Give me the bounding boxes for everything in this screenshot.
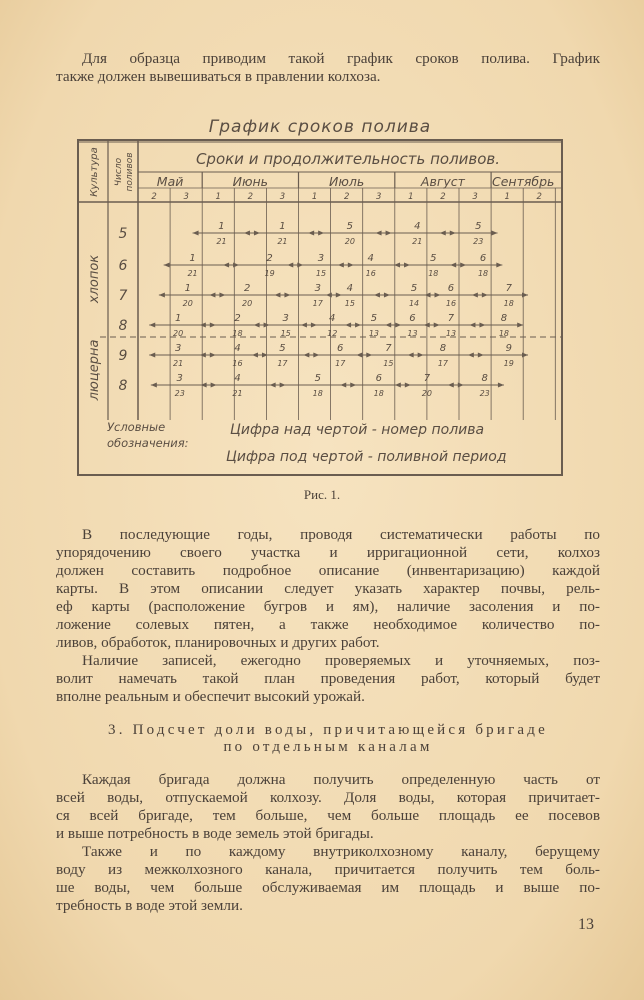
irrigation-period: 18: [428, 269, 439, 278]
irrigation-number: 1: [279, 221, 286, 232]
irrigation-period: 17: [335, 359, 346, 368]
irrigation-number: 4: [329, 313, 336, 324]
figure-caption: Рис. 1.: [303, 487, 341, 502]
irrigation-period: 18: [312, 389, 323, 398]
irrigation-period: 12: [327, 329, 338, 338]
decade-label: 3: [183, 192, 189, 202]
column-header-culture: Культура: [89, 147, 100, 197]
irrigation-period: 17: [437, 359, 449, 368]
arrowhead-icon: [193, 231, 199, 236]
paragraph-water-share: [56, 771, 600, 915]
decade-label: 1: [311, 192, 318, 202]
irrigation-period: 14: [408, 299, 420, 308]
irrigation-number: 4: [346, 283, 354, 294]
irrigation-period: 16: [445, 299, 457, 308]
irrigation-number: 7: [447, 313, 455, 324]
irrigation-count: 7: [118, 288, 128, 304]
text-line: всей воды, отпускаемой колхозу. Доля воды, которая причитает-: [56, 789, 600, 806]
irrigation-number: 4: [234, 373, 241, 384]
arrowhead-icon: [159, 293, 165, 298]
legend-label: обозначения:: [107, 436, 189, 450]
decade-label: 1: [504, 192, 510, 202]
text-line: ложение солевых пятен, а также необходимое количество по-: [56, 616, 600, 633]
arrowhead-icon: [151, 383, 157, 388]
text-line: также должен вывешиваться в правлении колхоза.: [56, 68, 381, 85]
irrigation-number: 8: [500, 313, 508, 324]
text-line: вполне реальным и обеспечит высокий урожай.: [56, 688, 365, 705]
irrigation-number: 1: [184, 283, 191, 294]
text-line: карты. В этом описании следует указать характер почвы, рель-: [56, 580, 600, 597]
column-header-count: Число: [114, 157, 124, 187]
irrigation-number: 6: [375, 373, 382, 384]
month-label: Июнь: [232, 174, 269, 189]
irrigation-period: 20: [421, 389, 432, 398]
irrigation-number: 5: [430, 253, 437, 264]
irrigation-number: 8: [439, 343, 447, 354]
irrigation-number: 3: [317, 253, 325, 264]
decade-label: 2: [536, 192, 542, 202]
irrigation-number: 4: [234, 343, 241, 354]
decade-label: 3: [376, 192, 382, 202]
irrigation-number: 6: [447, 283, 455, 294]
irrigation-number: 7: [423, 373, 431, 384]
arrowhead-icon: [149, 323, 155, 328]
decade-label: 3: [279, 192, 286, 202]
irrigation-period: 16: [232, 359, 243, 368]
legend-line: Цифра под чертой - поливной период: [226, 449, 507, 465]
irrigation-number: 6: [337, 343, 344, 354]
arrowhead-icon: [522, 353, 528, 358]
decade-label: 2: [247, 192, 254, 202]
section-heading-line: по отдельным каналам: [223, 739, 433, 755]
text-line: воду из межколхозного канала, причитается получить тем боль-: [56, 861, 600, 878]
irrigation-number: 2: [243, 283, 251, 294]
irrigation-period: 15: [280, 329, 291, 338]
decade-label: 1: [215, 192, 221, 202]
irrigation-number: 5: [410, 283, 418, 294]
irrigation-count: 6: [118, 258, 128, 274]
arrowhead-icon: [164, 263, 170, 268]
irrigation-number: 3: [176, 373, 183, 384]
text-line: Также и по каждому внутриколхозному каналу, берущему: [82, 843, 600, 860]
month-label: Июль: [329, 174, 365, 189]
irrigation-period: 18: [477, 269, 489, 278]
paragraph-inventory: [56, 526, 600, 706]
irrigation-period: 23: [479, 389, 490, 398]
text-line: должен составить подробное описание (инвентаризацию) каждой: [56, 562, 600, 579]
irrigation-period: 18: [503, 299, 514, 308]
culture-label: люцерна: [87, 339, 102, 401]
irrigation-number: 3: [174, 343, 182, 354]
text-line: ся всей бригаде, тем больше, чем больше площадь ее посевов: [56, 807, 600, 824]
irrigation-period: 20: [344, 237, 355, 246]
irrigation-period: 16: [365, 269, 376, 278]
arrowhead-icon: [496, 263, 502, 268]
irrigation-number: 1: [189, 253, 196, 264]
month-label: Май: [156, 174, 184, 189]
irrigation-number: 8: [481, 373, 488, 384]
irrigation-period: 20: [182, 299, 193, 308]
irrigation-count: 5: [118, 226, 128, 242]
irrigation-period: 15: [344, 299, 355, 308]
irrigation-period: 19: [503, 359, 514, 368]
irrigation-period: 13: [368, 329, 380, 338]
irrigation-period: 21: [232, 389, 243, 398]
irrigation-period: 18: [498, 329, 510, 338]
irrigation-period: 20: [242, 299, 253, 308]
page-number: 13: [578, 916, 594, 933]
irrigation-number: 6: [479, 253, 487, 264]
irrigation-period: 21: [187, 269, 198, 278]
irrigation-number: 7: [505, 283, 512, 294]
irrigation-number: 3: [314, 283, 321, 294]
decade-label: 3: [472, 192, 478, 202]
irrigation-number: 6: [409, 313, 416, 324]
decade-label: 1: [408, 192, 414, 202]
irrigation-number: 5: [475, 221, 482, 232]
irrigation-period: 18: [232, 329, 243, 338]
header-caption: Сроки и продолжительность поливов.: [195, 150, 501, 168]
arrowhead-icon: [517, 323, 523, 328]
irrigation-number: 2: [266, 253, 273, 264]
irrigation-count: 9: [118, 348, 128, 364]
irrigation-number: 5: [370, 313, 378, 324]
irrigation-number: 5: [346, 221, 354, 232]
irrigation-period: 20: [173, 329, 184, 338]
irrigation-number: 7: [385, 343, 392, 354]
irrigation-number: 3: [282, 313, 289, 324]
irrigation-number: 5: [279, 343, 286, 354]
irrigation-period: 13: [445, 329, 457, 338]
irrigation-count: 8: [118, 378, 128, 394]
culture-label: хлопок: [87, 254, 102, 304]
irrigation-period: 23: [473, 237, 484, 246]
irrigation-number: 9: [505, 343, 512, 354]
text-line: еф карты (расположение бугров и ям), наличие засоления и по-: [56, 598, 600, 615]
decade-label: 2: [151, 192, 157, 202]
irrigation-schedule-figure: [0, 0, 644, 480]
legend-label: Условные: [107, 420, 166, 434]
irrigation-period: 15: [315, 269, 327, 278]
decade-label: 2: [440, 192, 446, 202]
decade-label: 2: [343, 192, 350, 202]
irrigation-period: 23: [174, 389, 185, 398]
irrigation-number: 4: [367, 253, 374, 264]
arrowhead-icon: [498, 383, 504, 388]
figure-title: График сроков полива: [208, 117, 432, 137]
irrigation-period: 15: [383, 359, 394, 368]
arrowhead-icon: [522, 293, 528, 298]
legend-line: Цифра над чертой - номер полива: [230, 422, 485, 438]
irrigation-number: 1: [174, 313, 182, 324]
irrigation-count: 8: [118, 318, 128, 334]
text-line: ше воды, чем больше обслуживаемая им площадь и выше по-: [56, 879, 600, 896]
text-line: ливов, обработок, планировочных и других работ.: [56, 634, 380, 651]
irrigation-period: 21: [173, 359, 184, 368]
text-line: В последующие годы, проводя систематически работы по: [82, 526, 600, 543]
irrigation-period: 17: [277, 359, 288, 368]
irrigation-number: 1: [218, 221, 225, 232]
irrigation-number: 2: [234, 313, 241, 324]
irrigation-period: 18: [373, 389, 384, 398]
irrigation-period: 19: [264, 269, 275, 278]
text-line: и выше потребность в воде земель этой бригады.: [56, 825, 374, 842]
irrigation-period: 13: [407, 329, 418, 338]
text-line: Для образца приводим такой график сроков полива. График: [82, 50, 600, 67]
text-line: Наличие записей, ежегодно проверяемых и уточняемых, поз-: [82, 652, 600, 669]
irrigation-number: 5: [314, 373, 321, 384]
irrigation-period: 17: [312, 299, 323, 308]
irrigation-period: 21: [216, 237, 227, 246]
irrigation-period: 21: [412, 237, 423, 246]
arrowhead-icon: [149, 353, 155, 358]
text-line: Каждая бригада должна получить определенную часть от: [82, 771, 600, 788]
month-label: Август: [420, 174, 465, 189]
text-line: требность в воде этой земли.: [56, 897, 243, 914]
section-heading: [56, 722, 600, 756]
month-label: Сентябрь: [491, 174, 555, 189]
section-heading-line: 3. Подсчет доли воды, причитающейся бригаде: [108, 722, 548, 738]
arrowhead-icon: [492, 231, 498, 236]
text-line: упорядочению своего участка и ирригационной сети, колхоз: [56, 544, 600, 561]
irrigation-number: 4: [414, 221, 421, 232]
irrigation-period: 21: [277, 237, 288, 246]
column-header-count: поливов: [125, 152, 135, 192]
text-line: волит намечать такой план проведения работ, который будет: [56, 670, 600, 687]
